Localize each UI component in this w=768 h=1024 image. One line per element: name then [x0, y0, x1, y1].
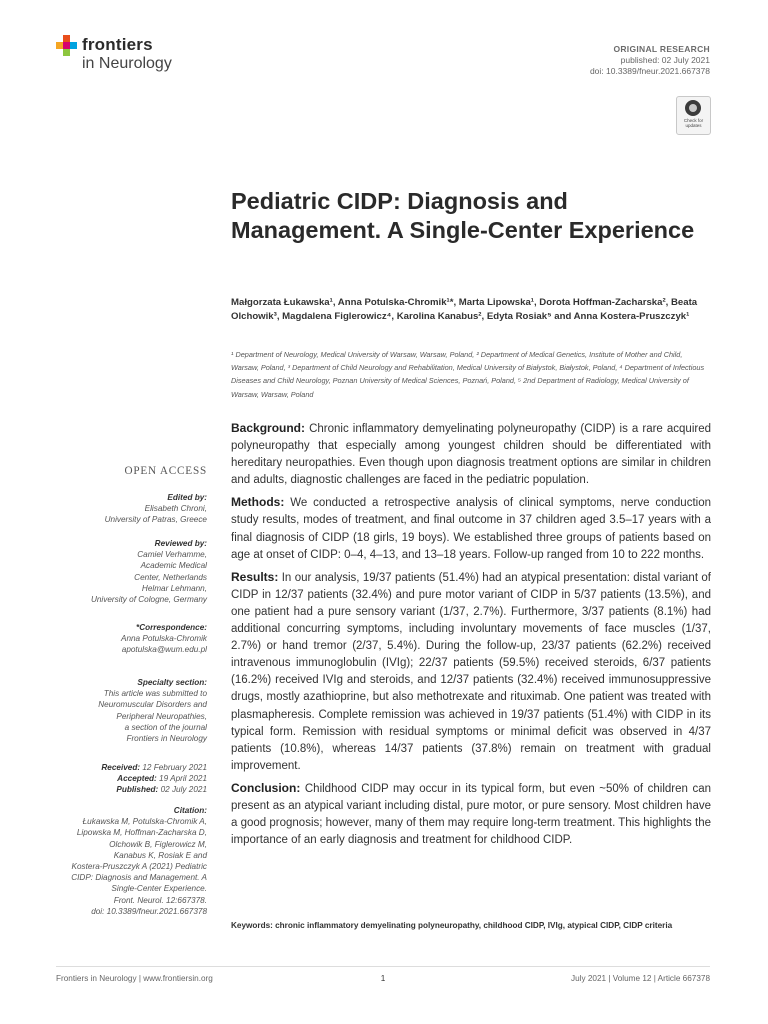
footer-issue-info: July 2021 | Volume 12 | Article 667378: [571, 974, 710, 983]
page-footer: [56, 966, 710, 987]
open-access-label: OPEN ACCESS: [124, 465, 207, 477]
specialty-section: Specialty section: This article was submitted to Neuromuscular Disorders and Peripheral Neuropathies, a section of the journal Frontiers in Neurology: [98, 678, 207, 744]
page-number: 1: [380, 974, 386, 983]
article-type: ORIGINAL RESEARCH: [613, 44, 710, 54]
published-date: published: 02 July 2021: [620, 55, 710, 65]
affiliations: ¹ Department of Neurology, Medical University of Warsaw, Warsaw, Poland, ² Department of Medical Genetics, Institute of Mother and Child, Warsaw, Poland, ³ Department of Child Neurology and Rehabilitation, Medical University of Białystok, Białystok, Poland, ⁴ Department of Infectious Diseases and Child Neurology, Poznan University of Medical Sciences, Poznań, Poland, ⁵ 2nd Department of Radiology, Medical University of Warsaw, Warsaw, Poland: [231, 350, 705, 399]
article-title: Pediatric CIDP: Diagnosis and Management. A Single-Center Experience: [231, 188, 695, 243]
logo-journal-name: in Neurology: [82, 55, 172, 72]
logo-word: frontiers: [82, 35, 153, 54]
journal-logo[interactable]: [56, 33, 206, 81]
dates-section: Received: 12 February 2021 Accepted: 19 April 2021 Published: 02 July 2021: [101, 763, 207, 795]
keywords: Keywords: chronic inflammatory demyelinating polyneuropathy, childhood CIDP, IVIg, atypical CIDP, CIDP criteria: [231, 921, 673, 930]
abstract: [231, 420, 711, 854]
edited-by-section: Edited by: Elisabeth Chroni, University of Patras, Greece: [104, 493, 207, 525]
author-list: Małgorzata Łukawska¹, Anna Potulska-Chromik¹*, Marta Lipowska¹, Dorota Hoffman-Zacharska², Beata Olchowik³, Magdalena Figlerowicz⁴, Karolina Kanabus², Edyta Rosiak⁵ and Anna Kostera-Pruszczyk¹: [231, 297, 698, 322]
correspondence-email[interactable]: apotulska@wum.edu.pl: [121, 645, 207, 655]
reviewed-by-section: Reviewed by: Camiel Verhamme, Academic Medical Center, Netherlands Helmar Lehmann, University of Cologne, Germany: [90, 539, 207, 605]
article-doi[interactable]: doi: 10.3389/fneur.2021.667378: [589, 66, 710, 76]
abstract-results: Results: In our analysis, 19/37 patients (51.4%) had an atypical presentation: distal variant of CIDP in 12/37 patients (32.4%) and pure motor variant of CIDP in 5/37 patients (13.5%), and one patient had a pure sensory variant (1/37, 2.7%). Furthermore, 3/37 patients (8.1%) had additional concurring symptoms, including involuntary movements of face muscles (1/37, 2.7%) or hand tremor (2/37, 5.4%). During the follow-up, 23/37 patients (62.2%) received intravenous immunoglobulin (IVIg); 22/37 patients (59.5%) received steroids, 6/37 patients (16.2%) received IVIg and steroids, and 12/37 patients (32.4%) received immunosuppressive drugs, mostly azathioprine, but also methotrexate and rituximab. One patient was treated with plasmapheresis. Complete remission was achieved in 19/37 patients (51.4%) with CIDP in its typical form. Remission with residual symptoms or minimal deficit was observed in 4/37 patients (10.8%), whereas 14/37 patients (37.8%) remain on treatment with gradual improvement.: [231, 569, 711, 772]
citation-section: Citation: Łukawska M, Potulska-Chromik A, Lipowska M, Hoffman-Zacharska D, Olchowik B, Figlerowicz M, Kanabus K, Rosiak E and Kostera-Pruszczyk A (2021) Pediatric CIDP: Diagnosis and Management. A Single-Center Experience. Front. Neurol. 12:667378. doi: 10.3389/fneur.2021.667378: [71, 806, 207, 916]
correspondence-section: *Correspondence: Anna Potulska-Chromik apotulska@wum.edu.pl: [56, 622, 207, 656]
check-for-updates-badge[interactable]: Check for updates: [676, 96, 711, 135]
abstract-methods: Methods: We conducted a retrospective analysis of clinical symptoms, nerve conduction study results, modes of treatment, and final outcome in 37 children aged 3.5–17 years with a final diagnosis of CIDP (18 girls, 19 boys). We established three groups of patients based on age at onset of CIDP: 0–4, 4–13, and 13–18 years. Follow-up ranged from 10 to 222 months.: [231, 495, 711, 561]
frontiers-logo-icon: [56, 35, 78, 57]
check-updates-icon: [685, 100, 701, 116]
footer-journal-link[interactable]: Frontiers in Neurology | www.frontiersin.org: [56, 974, 213, 983]
abstract-conclusion: Conclusion: Childhood CIDP may occur in its typical form, but even ~50% of children can present as an atypical variant including distal, pure motor, or pure sensory. Most children have a good prognosis; however, many of them may require long-term treatment. This highlights the importance of an early diagnosis and treatment for childhood CIDP.: [231, 780, 711, 847]
article-meta-header: [590, 44, 710, 77]
abstract-background: Background: Chronic inflammatory demyelinating polyneuropathy (CIDP) is a rare acquired polyneuropathy that especially among youngest children should be differentiated with hereditary neuropathies. Even though upon diagnosis treatment options are similar in children and adults, diagnostic challenges are faced in the pediatric population.: [231, 421, 711, 487]
